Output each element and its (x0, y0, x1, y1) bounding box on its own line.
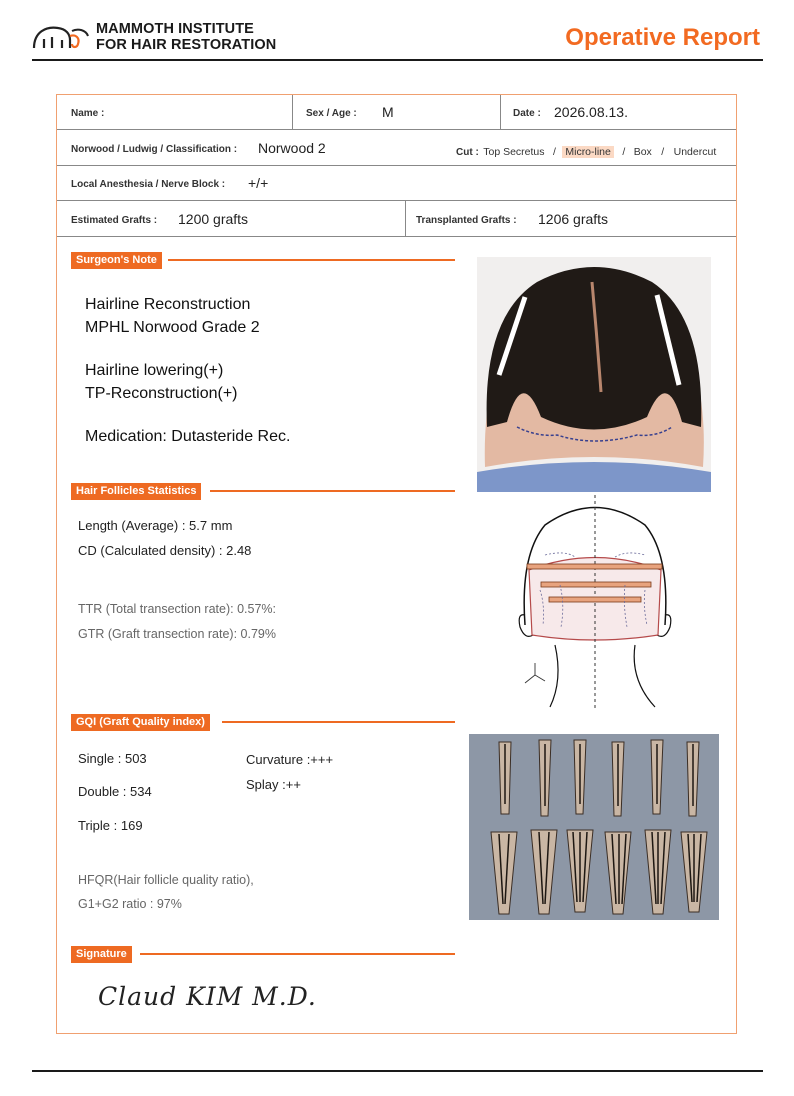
note-line: MPHL Norwood Grade 2 (85, 319, 260, 336)
surgeons-note-heading: Surgeon's Note (71, 252, 162, 269)
surgeon-signature: Claud KIM M.D. (98, 982, 317, 1011)
column-divider (292, 95, 293, 129)
follicle-stats-heading: Hair Follicles Statistics (71, 483, 201, 500)
mammoth-logo-icon (32, 22, 92, 50)
cut-option-micro-line: Micro-line (562, 146, 614, 158)
cut-option-box: Box (633, 146, 652, 158)
donor-area-head-diagram (515, 495, 675, 710)
row-divider (57, 200, 736, 201)
date-value: 2026.08.13. (554, 104, 628, 120)
sex-age-label: Sex / Age : (306, 108, 357, 119)
gqi-double: Double : 534 (78, 784, 152, 799)
section-rule (210, 490, 455, 492)
footer-divider (32, 1070, 763, 1072)
note-spacer (85, 405, 290, 425)
graft-samples-photo (469, 734, 719, 920)
report-title: Operative Report (565, 24, 760, 51)
note-line: TP-Reconstruction(+) (85, 385, 238, 402)
note-line: Hairline Reconstruction (85, 296, 251, 313)
anesthesia-label: Local Anesthesia / Nerve Block : (71, 179, 226, 190)
calculated-density: CD (Calculated density) : 2.48 (78, 543, 252, 558)
cut-separator: / (622, 146, 626, 158)
length-average: Length (Average) : 5.7 mm (78, 518, 233, 533)
estimated-grafts-value: 1200 grafts (178, 211, 249, 227)
surgeons-note-text (85, 293, 290, 448)
gqi-single: Single : 503 (78, 751, 147, 766)
institute-logo-text: MAMMOTH INSTITUTE FOR HAIR RESTORATION (96, 21, 277, 53)
estimated-grafts-label: Estimated Grafts : (71, 215, 158, 226)
hairline-photo (477, 257, 711, 492)
signature-heading: Signature (71, 946, 132, 963)
note-line: Hairline lowering(+) (85, 362, 224, 379)
column-divider (405, 201, 406, 236)
transplanted-grafts-label: Transplanted Grafts : (416, 215, 517, 226)
cut-label: Cut : (456, 147, 479, 158)
row-divider (57, 165, 736, 166)
row-divider (57, 129, 736, 130)
cut-separator: / (552, 146, 556, 158)
gqi-triple: Triple : 169 (78, 818, 143, 833)
total-transection-rate: TTR (Total transection rate): 0.57%: (78, 602, 276, 616)
cut-options (456, 142, 716, 160)
column-divider (500, 95, 501, 129)
name-label: Name : (71, 108, 105, 119)
gqi-splay: Splay :++ (246, 777, 301, 792)
gqi-heading: GQI (Graft Quality index) (71, 714, 210, 731)
sex-age-value: M (382, 104, 394, 120)
transplanted-grafts-value: 1206 grafts (538, 211, 609, 227)
row-divider (57, 236, 736, 237)
date-label: Date : (513, 108, 541, 119)
graft-transection-rate: GTR (Graft transection rate): 0.79% (78, 627, 276, 641)
g1-g2-ratio: G1+G2 ratio : 97% (78, 897, 182, 911)
section-rule (222, 721, 455, 723)
hfqr-label: HFQR(Hair follicle quality ratio), (78, 873, 254, 887)
section-rule (140, 953, 455, 955)
gqi-curvature: Curvature :+++ (246, 752, 334, 767)
classification-value: Norwood 2 (258, 140, 326, 156)
cut-option-undercut: Undercut (673, 146, 717, 158)
anesthesia-value: +/+ (248, 175, 269, 191)
header-divider (32, 59, 763, 61)
cut-separator: / (661, 146, 665, 158)
section-rule (168, 259, 455, 261)
note-spacer (85, 339, 290, 359)
cut-option-top-secretus: Top Secretus (483, 146, 545, 158)
classification-label: Norwood / Ludwig / Classification : (71, 144, 238, 155)
note-line: Medication: Dutasteride Rec. (85, 428, 291, 445)
